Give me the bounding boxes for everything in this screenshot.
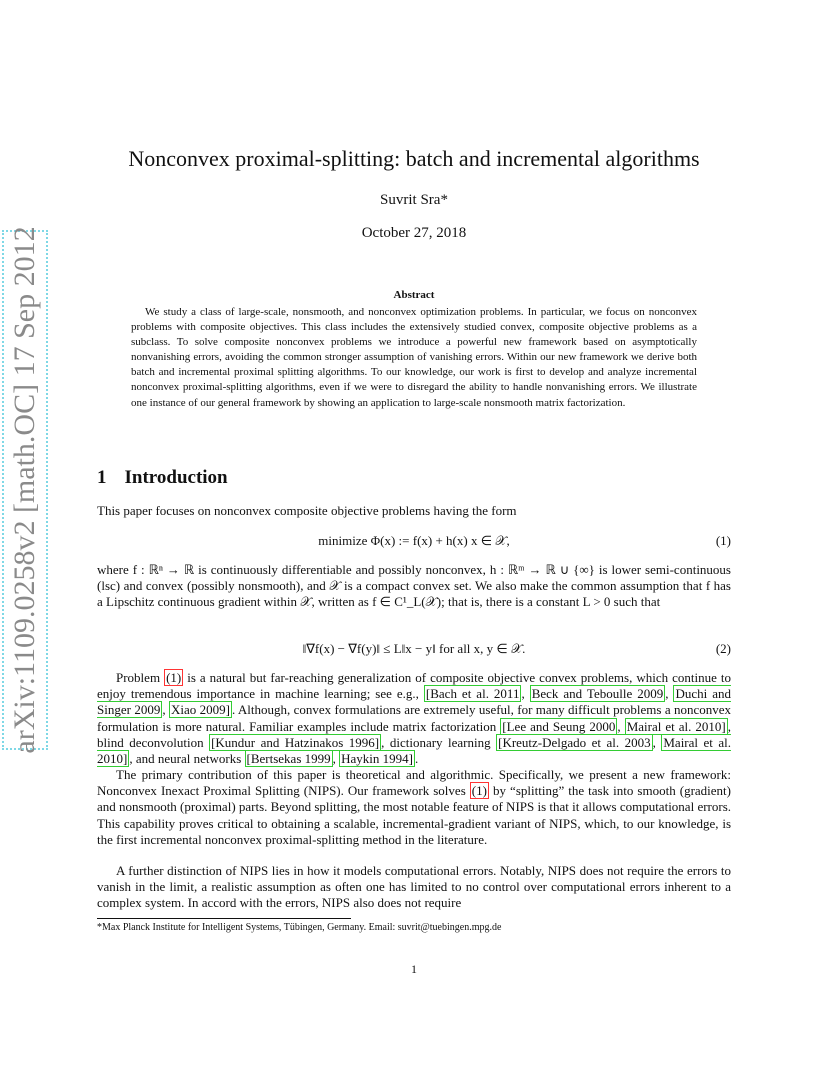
abstract-heading: Abstract bbox=[393, 289, 435, 301]
text: , and neural networks bbox=[129, 751, 245, 767]
citation-link[interactable]: Mairal et al. 2010] bbox=[626, 718, 726, 734]
date: October 27, 2018 bbox=[361, 225, 467, 241]
text: , dictionary learning bbox=[381, 734, 497, 750]
equation-1-body: minimize Φ(x) := f(x) + h(x) x ∈ 𝒳, bbox=[318, 533, 510, 548]
text: is a natural but far-reaching generalization of composite objective convex problems, which continue to enjoy tremendous importance in machine learning; see e.g., bbox=[97, 670, 731, 702]
citation-link[interactable]: Beck and Teboulle 2009 bbox=[531, 686, 664, 702]
equation-2-body: ‖∇f(x) − ∇f(y)‖ ≤ L‖x − y‖ for all x, y ∈ 𝒳. bbox=[302, 641, 526, 656]
footnote-rule bbox=[97, 918, 351, 919]
text: by “splitting” the task into smooth (gradient) and nonsmooth (proximal) parts. Beyond splitting, the most notable feature of NIPS is that it allows computational errors. This capability proves critical to obtaining a scalable, incremental-gradient variant of NIPS, which, to our knowledge, is the first incremental nonconvex proximal-splitting method in the literature. bbox=[97, 783, 732, 847]
equation-1-number: (1) bbox=[715, 533, 731, 548]
intro-line: This paper focuses on nonconvex composite objective problems having the form bbox=[97, 503, 517, 518]
text: . Although, convex formulations are extremely useful, for many difficult problems a nonconvex formulation is more natural. Familiar examples include matrix factorization bbox=[97, 702, 732, 734]
text: The primary contribution of this paper is theoretical and algorithmic. Specifically, we present a new framework: Nonconvex Inexact Proximal Splitting (NIPS). Our framework solves bbox=[97, 767, 731, 799]
page-number: 1 bbox=[411, 962, 417, 976]
equation-2-number: (2) bbox=[715, 641, 731, 656]
paragraph-contribution bbox=[97, 767, 731, 848]
arxiv-stamp bbox=[2, 226, 48, 754]
section-title: Introduction bbox=[124, 467, 228, 488]
text: . bbox=[415, 751, 419, 767]
citation-link[interactable]: Xiao 2009] bbox=[170, 702, 230, 718]
paper-title: Nonconvex proximal-splitting: batch and incremental algorithms bbox=[128, 146, 700, 171]
section-heading bbox=[97, 467, 228, 489]
citation-link[interactable]: [Kundur and Hatzinakos 1996] bbox=[211, 734, 380, 750]
paragraph-assumptions: where f : ℝⁿ → ℝ is continuously differentiable and possibly nonconvex, h : ℝᵐ → ℝ ∪ {∞} is lower semi-continuous (lsc) and convex (possibly nonsmooth), and 𝒳 is a compact convex set. We also make the common assumption that f has a Lipschitz continuous gradient within 𝒳, written as f ∈ C¹_L(𝒳); that is, there is a constant L > 0 such that bbox=[97, 562, 731, 610]
text: , blind deconvolution bbox=[97, 718, 732, 750]
equation-ref-link[interactable]: (1) bbox=[166, 670, 182, 685]
footnote: *Max Planck Institute for Intelligent Systems, Tübingen, Germany. Email: suvrit@tuebingen.mpg.de bbox=[97, 922, 502, 933]
abstract-text: We study a class of large-scale, nonsmooth, and nonconvex optimization problems. In particular, we focus on nonconvex problems with composite objectives. This class includes the extensively studied convex, composite objective problems as a subclass. To solve composite nonconvex problems we introduce a powerful new framework based on asymptotically nonvanishing errors, avoiding the common stronger assumption of vanishing errors. Within our new framework we derive both batch and incremental proximal splitting algorithms. To our knowledge, our work is first to develop and analyze incremental nonconvex proximal-splitting algorithms, even if we were to disregard the ability to handle nonvanishing errors. We illustrate one instance of our general framework by showing an application to large-scale nonsmooth matrix factorization. bbox=[131, 306, 697, 409]
citation-link[interactable]: Haykin 1994] bbox=[341, 751, 413, 767]
text: Problem bbox=[116, 670, 165, 685]
arxiv-identifier: arXiv:1109.0258v2 [math.OC] 17 Sep 2012 bbox=[8, 226, 41, 754]
citation-link[interactable]: [Bertsekas 1999 bbox=[246, 751, 331, 767]
section-number: 1 bbox=[97, 467, 107, 488]
paragraph-errors: A further distinction of NIPS lies in how it models computational errors. Notably, NIPS does not require the errors to vanish in the limit, a realistic assumption as often one has limited to no control over computational errors inherent to a complex system. In accord with the errors, NIPS also does not require bbox=[97, 863, 731, 911]
citation-link[interactable]: [Bach et al. 2011 bbox=[425, 686, 520, 702]
paragraph-problem: Problem (1) is a natural but far-reaching generalization of composite objective convex problems, which continue to enjoy tremendous importance in machine learning; see e.g., [Bach et al. 2011 , Beck and Teboulle 2009 , Duchi and Singer 2009 , Xiao 2009] . Although, convex formulations are extremely useful, for many difficult problems a nonconvex formulation is more natural. Familiar examples include matrix factorization [Lee and Seung 2000 , Mairal et al. 2010] , blind deconvolution [Kundur and Hatzinakos 1996] , dictionary learning [Kreutz-Delgado et al. 2003 , Mairal et al. 2010] , and neural networks [Bertsekas 1999 , Haykin 1994] . bbox=[97, 670, 732, 767]
citation-link[interactable]: Mairal et al. 2010] bbox=[97, 734, 731, 767]
citation-link[interactable]: Duchi and Singer 2009 bbox=[97, 686, 731, 718]
citation-link[interactable]: [Lee and Seung 2000 bbox=[502, 718, 616, 734]
equation-ref-link[interactable]: (1) bbox=[471, 783, 487, 799]
citation-link[interactable]: [Kreutz-Delgado et al. 2003 bbox=[498, 734, 651, 750]
author: Suvrit Sra* bbox=[380, 192, 448, 208]
